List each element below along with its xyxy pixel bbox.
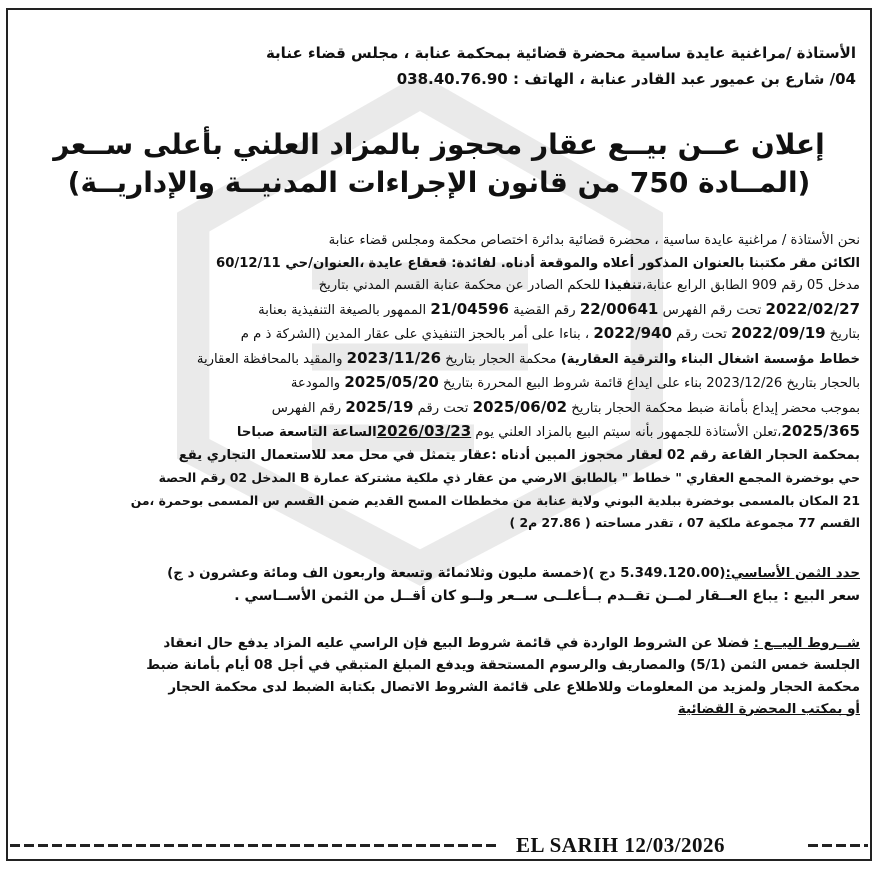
base-price-section — [18, 563, 860, 607]
auction-date: 2026/03/23 — [376, 422, 472, 440]
announcement-subtitle: (المــادة 750 من قانون الإجراءات المدنيــة والإداريــة) — [67, 166, 811, 199]
body-line: بالحجار بتاريخ 2023/12/26 بناء على ايداع قائمة شروط البيع المحررة بتاريخ 2025/05/20 والمودعة — [290, 373, 860, 391]
body-line: 2025/365،تعلن الأستاذة للجمهور بأنه سيتم البيع بالمزاد العلني يوم 2026/03/23الساعة التاسعة صباحا — [236, 422, 860, 440]
conditions-label: شــروط البيــع : — [753, 635, 860, 651]
base-price-label: حدد الثمن الأساسي: — [725, 565, 860, 581]
base-price-value: (5.349.120.00 دج )(خمسة مليون وثلاثمائة وتسعة واربعون الف ومائة وعشرون د ج) — [167, 565, 726, 581]
conditions-line: أو بمكتب المحضرة القضائية — [677, 701, 860, 717]
body-line: بموجب محضر إيداع بأمانة ضبط محكمة الحجار بتاريخ 2025/06/02 تحت رقم 2025/19 رقم الفهرس — [271, 397, 860, 416]
body-line: خطاط مؤسسة اشغال البناء والترقية العقارية) محكمة الحجار بتاريخ 2023/11/26 والمقيد بالمحافظة العقارية — [196, 348, 860, 367]
body-line: نحن الأستاذة / مراغنية عايدة ساسية ، محضرة قضائية بدائرة اختصاص محكمة ومجلس قضاء عنابة — [328, 233, 860, 248]
announcement-body — [18, 230, 860, 535]
body-line: مدخل 05 رقم 909 الطابق الرابع عنابة،تنفيذا للحكم الصادر عن محكمة عنابة القسم المدني بتاريخ — [318, 278, 860, 293]
conditions-line: الجلسة خمس الثمن (5/1) والمصاريف والرسوم المستحقة ويدفع المبلغ المتبقي في أجل 08 أيام بأمانة ضبط — [146, 657, 860, 673]
body-line: بمحكمة الحجار القاعة رقم 02 لعقار محجوز المبين أدناه :عقار يتمثل في محل معد للاستعمال التجاري يقع — [178, 447, 860, 463]
sale-rule: سعر البيع : يباع العــقار لمــن تقــدم بــأعلــى ســعر ولــو كان أقــل من الثمن الأســاسي . — [234, 587, 860, 604]
footer-bar — [10, 833, 868, 857]
body-line: 21 المكان بالمسمى بوخضرة ببلدية البوني ولاية عنابة من مخططات المسح القديم ضمن القسم س المسمى بوحمرة ،من — [130, 492, 860, 508]
announcement — [18, 40, 860, 721]
footer-rule — [10, 844, 500, 847]
body-line: القسم 77 مجموعة ملكية 07 ، تقدر مساحته ( 27.86 م2 ) — [509, 515, 860, 530]
beneficiary-name: قعقاع عايدة — [368, 255, 447, 271]
conditions-line: محكمة الحجار ولمزيد من المعلومات وللاطلاع على قائمة الشروط الاتصال بكتابة الضبط لدى محكمة الحجار — [168, 679, 860, 695]
body-line: الكائن مقر مكتبنا بالعنوان المذكور أعلاه والموقعة أدناه. لفائدة: قعقاع عايدة ،العنوان/حي 60/12/11 — [216, 255, 860, 271]
sale-conditions: شــروط البيــع : فضلا عن الشروط الواردة في قائمة شروط البيع فإن الراسي عليه المزاد يدفع حال انعقاد الجلسة خمس الثمن (5/1) والمصاريف والرسوم المستحقة ويدفع المبلغ المتبقي في أجل 08 أيام بأمانة ضبط محكمة الحجار ولمزيد من المعلومات وللاطلاع على قائمة الشروط الاتصال بكتابة الضبط لدى محكمة الحجار أو بمكتب المحضرة القضائية — [18, 633, 860, 721]
body-line: بتاريخ 2022/09/19 تحت رقم 2022/940 ، بناءا على أمر بالحجز التنفيذي على عقار المدين (الشركة ذ م م — [240, 324, 860, 342]
announcement-title: إعلان عــن بيــع عقار محجوز بالمزاد العلني بأعلى ســعر — [53, 128, 825, 161]
body-line: حي بوخضرة المجمع العقاري " خطاط " بالطابق الارضي من عقار ذي ملكية مشتركة عمارة B المدخل 02 رقم الحصة — [158, 470, 860, 485]
footer-rule — [808, 844, 868, 847]
newspaper-name-date: EL SARIH 12/03/2026 — [516, 833, 726, 857]
body-line: 2022/02/27 تحت رقم الفهرس 22/00641 رقم القضية 21/04596 الممهور بالصيغة التنفيذية بعنابة — [258, 299, 860, 318]
bailiff-header-line-2: 04/ شارع بن عميور عبد القادر عنابة ، الهاتف : 038.40.76.90 — [396, 70, 856, 88]
bailiff-header-line-1: الأستاذة /مراغنية عايدة ساسية محضرة قضائية بمحكمة عنابة ، مجلس قضاء عنابة — [265, 44, 856, 62]
